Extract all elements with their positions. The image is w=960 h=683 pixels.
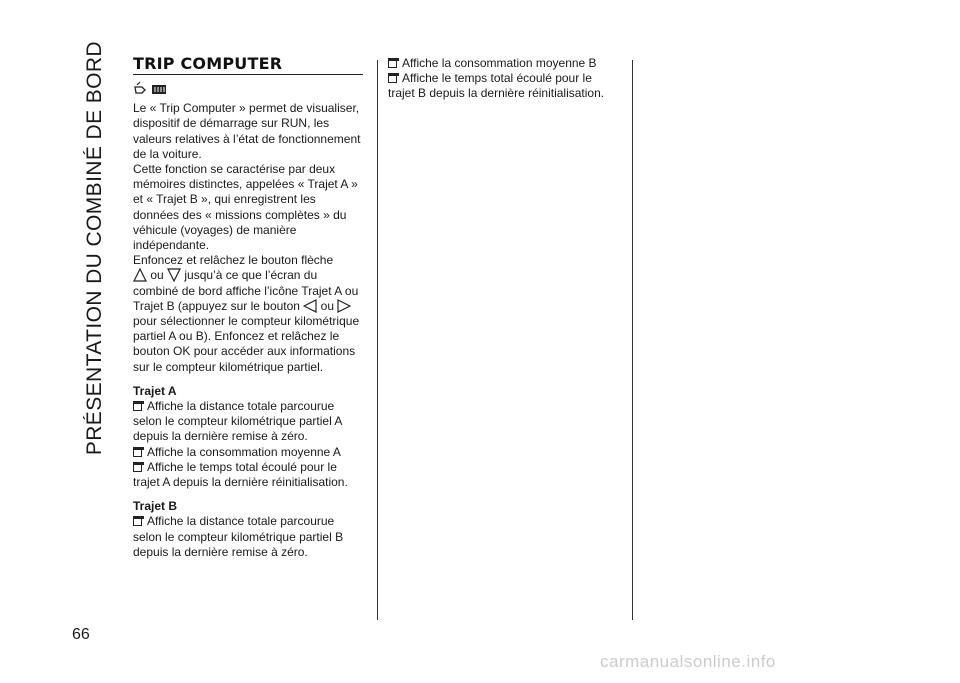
left-column [133, 56, 365, 560]
right-column [388, 56, 620, 102]
hand-note-icon [133, 81, 147, 97]
section-heading: TRIP COMPUTER [133, 56, 363, 75]
vehicle-variant-icon [151, 81, 167, 97]
column-divider [377, 60, 378, 620]
trip-a-item: Affiche la consommation moyenne A [133, 445, 365, 460]
intro-paragraph: Cette fonction se caractérise par deux mémoires distinctes, appelées « Trajet A » et « Trajet B », qui enregistrent les données des « missions complètes » du véhicule (voyages) de manière indépendante. [133, 162, 358, 253]
document-icon [388, 73, 399, 83]
arrow-left-icon [303, 299, 317, 313]
page-number: 66 [72, 626, 90, 643]
watermark: carmanualsonline.info [600, 652, 776, 671]
trip-b-item: Affiche la consommation moyenne B [388, 56, 620, 71]
arrow-right-icon [337, 299, 351, 313]
trip-b-item: Affiche le temps total écoulé pour le trajet B depuis la dernière réinitialisation. [388, 71, 605, 101]
document-icon [133, 447, 144, 457]
trip-a-title: Trajet A [133, 383, 177, 398]
trip-a-item: Affiche la distance totale parcourue selon le compteur kilométrique partiel A depuis la dernière remise à zéro. [133, 399, 342, 444]
instruction-paragraph: Enfoncez et relâchez le bouton flèche ou jusqu’à ce que l’écran du combiné de bord affiche l’icône Trajet A ou Trajet B (appuyez sur le bouton ou pour sélectionner le compteur kilométrique partiel A ou B). Enfoncez et relâchez le bouton OK pour accéder aux informations sur le compteur kilométrique partiel. [133, 253, 360, 374]
column-divider [632, 60, 633, 620]
intro-paragraph: Le « Trip Computer » permet de visualiser, dispositif de démarrage sur RUN, les valeurs relatives à l’état de fonctionnement de la voiture. [133, 101, 361, 161]
trip-b-title: Trajet B [133, 499, 178, 514]
arrow-up-icon [133, 268, 147, 282]
document-icon [133, 462, 144, 472]
arrow-down-icon [167, 268, 181, 282]
document-icon [388, 58, 399, 68]
chapter-title-text: PRÉSENTATION DU COMBINÉ DE BORD [83, 40, 106, 456]
document-icon [133, 401, 144, 411]
variant-icons [133, 79, 365, 99]
trip-b-item: Affiche la distance totale parcourue selon le compteur kilométrique partiel B depuis la dernière remise à zéro. [133, 514, 344, 559]
chapter-side-title [76, 40, 114, 456]
trip-a-item: Affiche le temps total écoulé pour le trajet A depuis la dernière réinitialisation. [133, 459, 348, 490]
document-icon [133, 516, 144, 526]
